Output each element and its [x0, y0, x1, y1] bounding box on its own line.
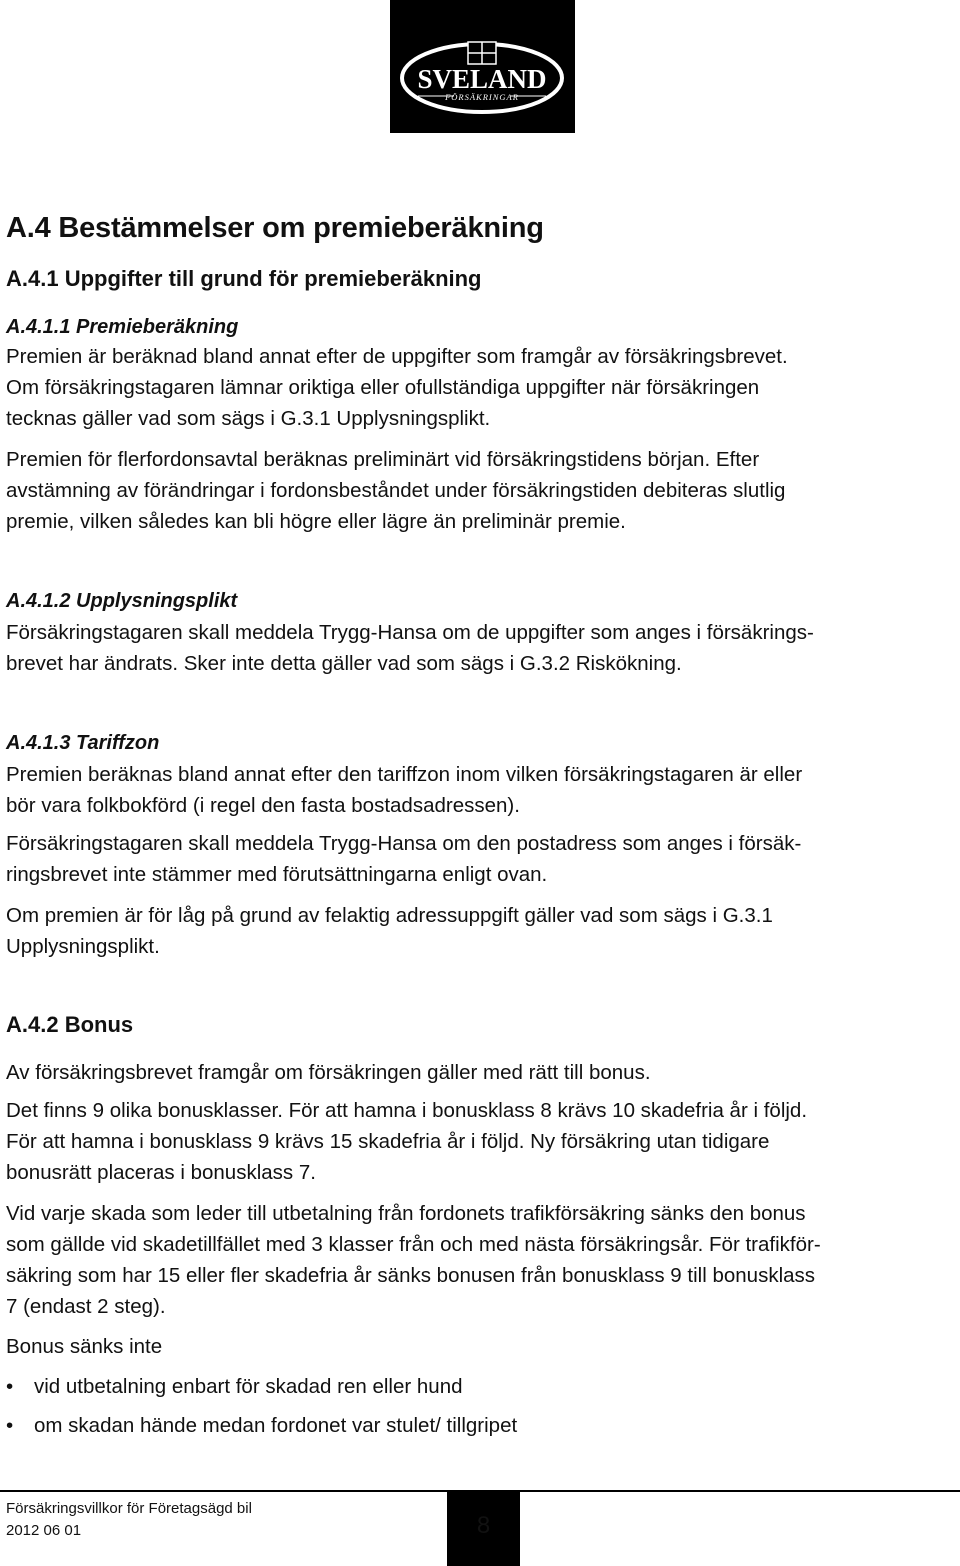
heading-a411: A.4.1.1 Premieberäkning	[6, 316, 239, 338]
heading-a412: A.4.1.2 Upplysningsplikt	[6, 590, 238, 612]
heading-a413: A.4.1.3 Tariffzon	[6, 732, 160, 754]
text-line: bonusrätt placeras i bonusklass 7.	[6, 1161, 316, 1184]
footer-title: Försäkringsvillkor för Företagsägd bil	[6, 1500, 252, 1517]
text-line: tecknas gäller vad som sägs i G.3.1 Upplysningsplikt.	[6, 407, 491, 430]
heading-a4: A.4 Bestämmelser om premieberäkning	[6, 212, 544, 244]
paragraph-a412	[6, 617, 954, 679]
heading-a41: A.4.1 Uppgifter till grund för premieberäkning	[6, 266, 482, 291]
bullet-text: vid utbetalning enbart för skadad ren eller hund	[34, 1375, 463, 1398]
text-line: Försäkringstagaren skall meddela Trygg-Hansa om de uppgifter som anges i försäkrings-	[6, 621, 814, 644]
text-line: brevet har ändrats. Sker inte detta gäller vad som sägs i G.3.2 Riskökning.	[6, 652, 682, 675]
bullet-symbol: •	[6, 1414, 14, 1437]
text-line: För att hamna i bonusklass 9 krävs 15 skadefria år i följd. Ny försäkring utan tidigare	[6, 1130, 770, 1153]
footer-date: 2012 06 01	[6, 1522, 82, 1539]
text-line: Om premien är för låg på grund av felaktig adressuppgift gäller vad som sägs i G.3.1	[6, 904, 773, 927]
bullet-text: om skadan hände medan fordonet var stulet/ tillgripet	[34, 1414, 518, 1437]
text-line: avstämning av förändringar i fordonsbeståndet under försäkringstiden debiteras slutlig	[6, 479, 786, 502]
paragraph-a413-3	[6, 900, 954, 962]
text-line: som gällde vid skadetillfället med 3 klasser från och med nästa försäkringsår. För trafikför-	[6, 1233, 821, 1256]
text-line: Av försäkringsbrevet framgår om försäkringen gäller med rätt till bonus.	[6, 1061, 651, 1084]
bullet-item	[6, 1371, 463, 1402]
text-line: ringsbrevet inte stämmer med förutsättningarna enligt ovan.	[6, 863, 548, 886]
paragraph-a413-2	[6, 828, 954, 890]
bullet-item	[6, 1410, 517, 1441]
paragraph-a413-1	[6, 759, 954, 821]
bullet-symbol: •	[6, 1375, 14, 1398]
paragraph-a411-2	[6, 444, 954, 537]
text-line: Vid varje skada som leder till utbetalning från fordonets trafikförsäkring sänks den bonus	[6, 1202, 806, 1225]
text-line: Upplysningsplikt.	[6, 935, 160, 958]
text-line: 7 (endast 2 steg).	[6, 1295, 166, 1318]
text-line: premie, vilken således kan bli högre eller lägre än preliminär premie.	[6, 510, 626, 533]
paragraph-a42-1	[6, 1057, 954, 1088]
paragraph-a411-1	[6, 341, 954, 434]
text-line: Försäkringstagaren skall meddela Trygg-Hansa om den postadress som anges i försäk-	[6, 832, 802, 855]
sveland-logo	[390, 0, 575, 133]
text-line: bör vara folkbokförd (i regel den fasta bostadsadressen).	[6, 794, 520, 817]
paragraph-a42-3	[6, 1198, 954, 1322]
logo-text: SVELAND	[417, 64, 547, 94]
paragraph-a42-4	[6, 1331, 954, 1362]
text-line: säkring som har 15 eller fler skadefria år sänks bonusen från bonusklass 9 till bonusklass	[6, 1264, 816, 1287]
text-line: Premien för flerfordonsavtal beräknas preliminärt vid försäkringstidens början. Efter	[6, 448, 760, 471]
logo-subtext: FÖRSÄKRINGAR	[445, 92, 519, 102]
text-line: Om försäkringstagaren lämnar oriktiga eller ofullständiga uppgifter när försäkringen	[6, 376, 760, 399]
page-number: 8	[476, 1512, 491, 1539]
sveland-logo-mark	[390, 0, 575, 133]
text-line: Premien är beräknad bland annat efter de uppgifter som framgår av försäkringsbrevet.	[6, 345, 788, 368]
paragraph-a42-2	[6, 1095, 954, 1188]
heading-a42: A.4.2 Bonus	[6, 1012, 134, 1037]
text-line: Det finns 9 olika bonusklasser. För att hamna i bonusklass 8 krävs 10 skadefria år i följd.	[6, 1099, 808, 1122]
text-line: Premien beräknas bland annat efter den tariffzon inom vilken försäkringstagaren är eller	[6, 763, 803, 786]
text-line: Bonus sänks inte	[6, 1335, 163, 1358]
